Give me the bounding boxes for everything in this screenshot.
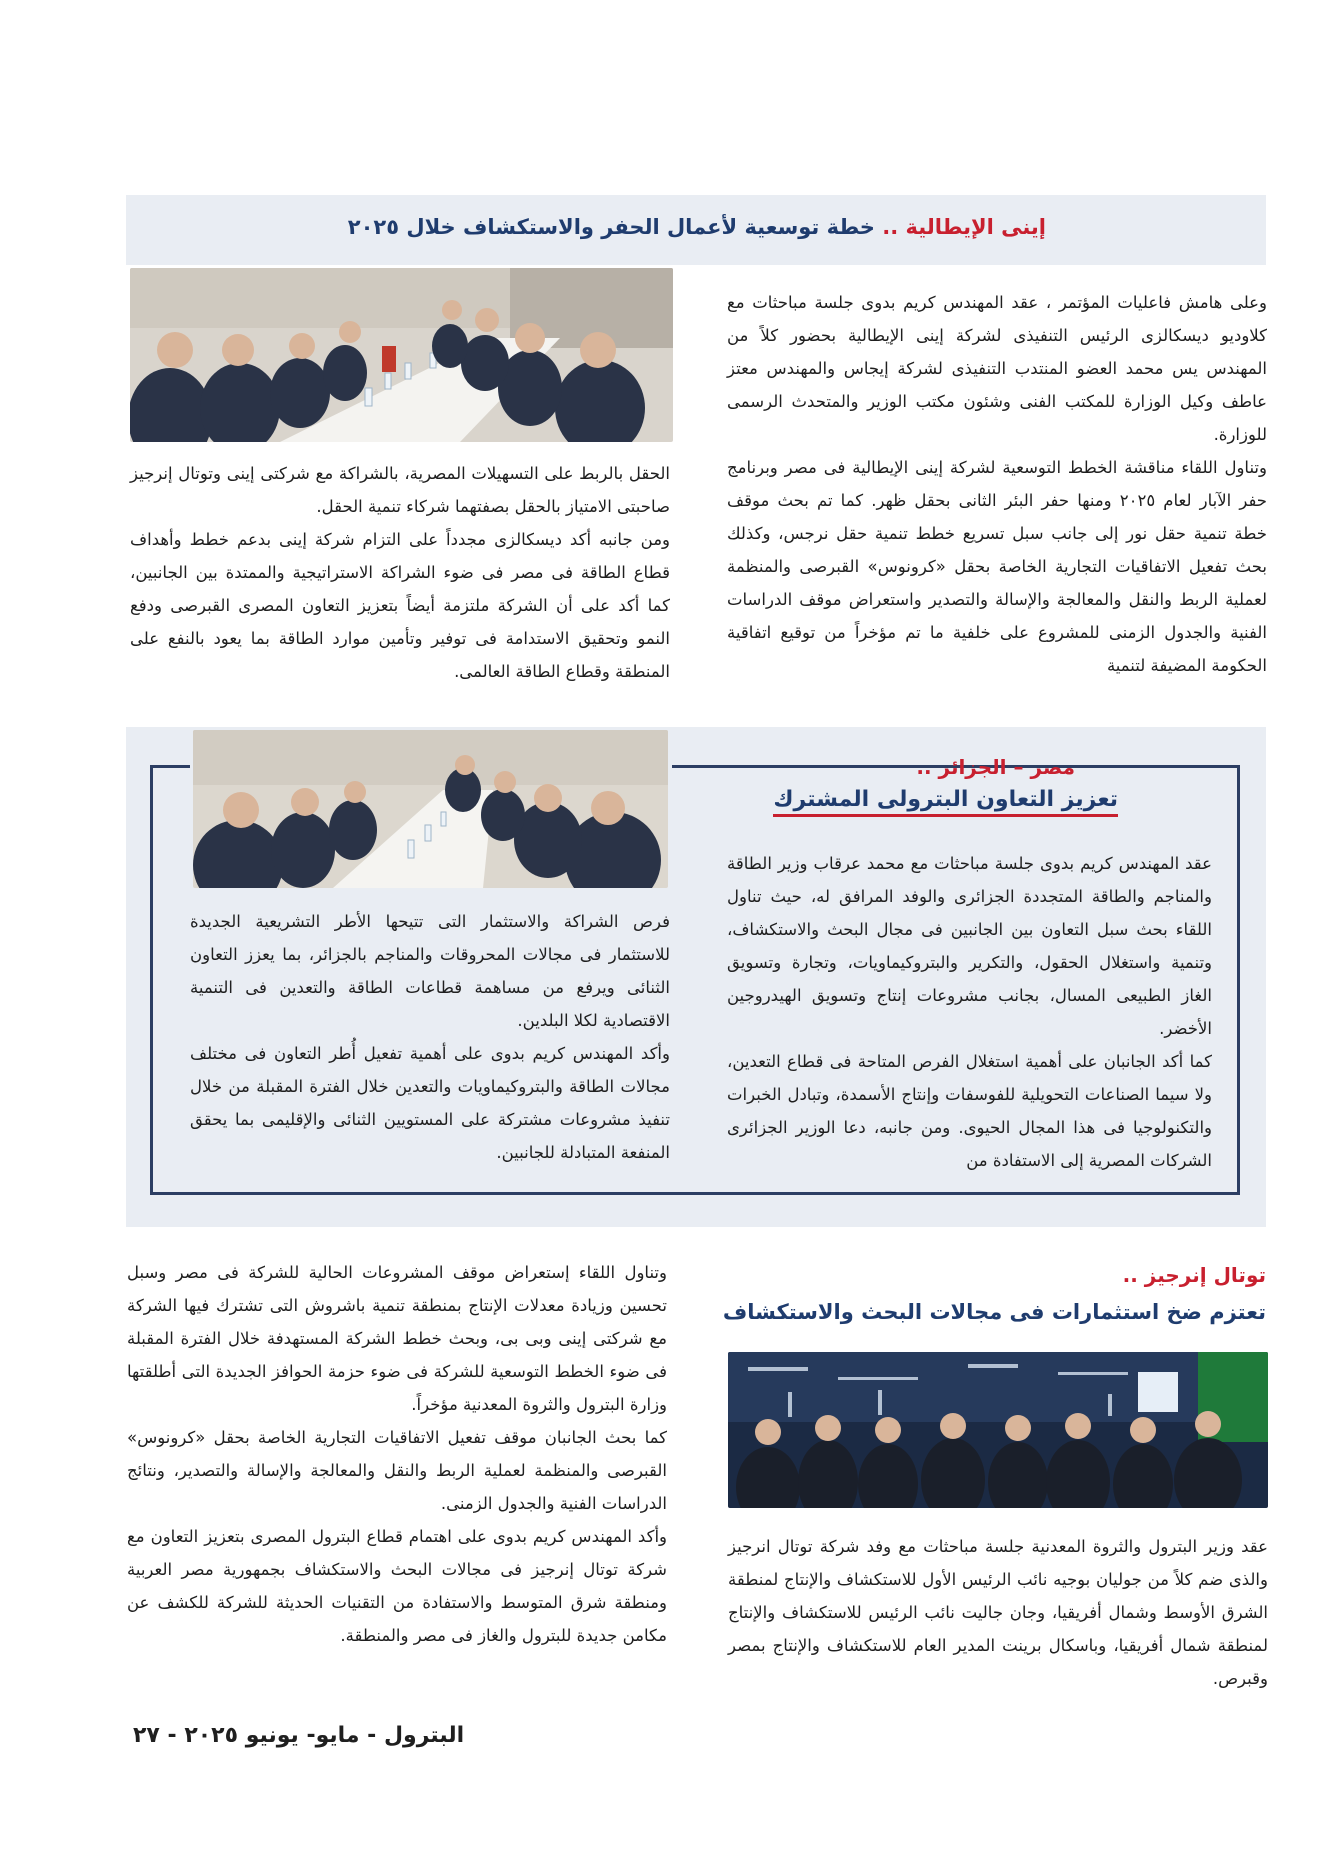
section3-column-left bbox=[127, 1256, 667, 1652]
section3-right-paragraph: عقد وزير البترول والثروة المعدنية جلسة مباحثات مع وفد شركة توتال انرجيز والذى ضم كلاً من جوليان بوجيه نائب الرئيس الأول للاستكشاف والإنتاج لمنطقة الشرق الأوسط وشمال أفريقيا، وجان جاليت نائب الرئيس للاستكشاف والإنتاج لمنطقة شمال أفريقيا، وباسكال برينت المدير العام للاستكشاف والإنتاج بمصر وقبرص. bbox=[728, 1537, 1268, 1688]
section3-column-right bbox=[728, 1530, 1268, 1695]
section1-right-paragraph: وعلى هامش فاعليات المؤتمر ، عقد المهندس كريم بدوى جلسة مباحثات مع كلاوديو ديسكالزى الرئيس التنفيذى لشركة إينى الإيطالية بحضور كلاً من المهندس يس محمد العضو المنتدب التنفيذى لشركة إيجاس والمهندس معتز عاطف وكيل الوزارة للمكتب الفنى وشئون مكتب الوزير والمتحدث الرسمى للوزارة. bbox=[727, 293, 1267, 444]
section1-left-paragraph: الحقل بالربط على التسهيلات المصرية، بالشراكة مع شركتى إينى وتوتال إنرجيز صاحبتى الامتياز بالحقل بصفتهما شركاء تنمية الحقل. bbox=[130, 464, 670, 516]
section2-column-right bbox=[727, 847, 1212, 1177]
section2-left-paragraph: وأكد المهندس كريم بدوى على أهمية تفعيل أُطر التعاون فى مختلف مجالات الطاقة والبتروكيماويات والتعدين خلال الفترة المقبلة من خلال تنفيذ مشروعات مشتركة على المستويين الثنائى والإقليمى بما يحقق المنفعة المتبادلة للجانبين. bbox=[190, 1044, 670, 1162]
section3-left-paragraph: وتناول اللقاء إستعراض موقف المشروعات الحالية للشركة فى مصر وسبل تحسين وزيادة معدلات الإنتاج بمنطقة تنمية باشروش التى تشترك فيها الشركة مع شركتى إينى وبى بى، وبحث خطط الشركة المستهدفة خلال الفترة المقبلة فى ضوء الخطط التوسعية للشركة فى ضوء حزمة الحوافز الجديدة التى أطلقتها وزارة البترول والثروة المعدنية مؤخراً. bbox=[127, 1263, 667, 1414]
section1-title-banner bbox=[126, 195, 1266, 265]
section1-left-paragraph: ومن جانبه أكد ديسكالزى مجدداً على التزام شركة إينى بدعم خطط وأهداف قطاع الطاقة فى مصر فى ضوء الشراكة الاستراتيجية والممتدة بين الجانبين، كما أكد على أن الشركة ملتزمة أيضاً بتعزيز التعاون المصرى القبرصى ودفع النمو وتحقيق الاستدامة فى توفير وتأمين موارد الطاقة بما يعود بالنفع على المنطقة وقطاع الطاقة العالمى. bbox=[130, 530, 670, 681]
page-footer: البترول - مايو- يونيو ٢٠٢٥ - ٢٧ bbox=[133, 1723, 465, 1748]
section2-right-paragraph: كما أكد الجانبان على أهمية استغلال الفرص المتاحة فى قطاع التعدين، ولا سيما الصناعات التحويلية للفوسفات وإنتاج الأسمدة، وتبادل الخبرات والتكنولوجيا فى هذا المجال الحيوى. ومن جانبه، دعا الوزير الجزائرى الشركات المصرية إلى الاستفادة من bbox=[727, 1052, 1212, 1170]
section3-left-paragraph: وأكد المهندس كريم بدوى على اهتمام قطاع البترول المصرى بتعزيز التعاون مع شركة توتال إنرجيز فى مجالات البحث والاستكشاف بجمهورية مصر العربية ومنطقة شرق المتوسط والاستفادة من التقنيات الحديثة للشركة للكشف عن مكامن جديدة للبترول والغاز فى مصر والمنطقة. bbox=[127, 1527, 667, 1645]
section1-title-blue: خطة توسعية لأعمال الحفر والاستكشاف خلال ٢٠٢٥ bbox=[347, 215, 883, 239]
totalenergies-group-photo bbox=[728, 1352, 1268, 1508]
section1-column-left bbox=[130, 457, 670, 688]
section1-right-paragraph: وتناول اللقاء مناقشة الخطط التوسعية لشركة إينى الإيطالية فى مصر وبرنامج حفر الآبار لعام ٢٠٢٥ ومنها حفر البئر الثانى بحقل ظهر. كما تم بحث موقف خطة تنمية حقل نور إلى جانب سبل تسريع خطط تنمية حقل نرجس، وكذلك بحث تفعيل الاتفاقيات التجارية الخاصة بحقل «كرونوس» القبرصى والمنظمة لعملية الربط والنقل والمعالجة والإسالة والتصدير واستعراض موقف الدراسات الفنية والجدول الزمنى للمشروع على خلفية ما تم مؤخراً من توقيع اتفاقية الحكومة المضيفة لتنمية bbox=[727, 458, 1267, 675]
section1-title-red: إينى الإيطالية .. bbox=[882, 215, 1046, 239]
section2-left-paragraph: فرص الشراكة والاستثمار التى تتيحها الأطر التشريعية الجديدة للاستثمار فى مجالات المحروقات والمناجم بالجزائر، بما يعزز التعاون الثنائى ويرفع من مساهمة قطاعات الطاقة والتعدين فى التنمية الاقتصادية لكلا البلدين. bbox=[190, 912, 670, 1030]
section2-kicker: مصر – الجزائر .. bbox=[916, 755, 1075, 779]
section1-title bbox=[348, 215, 1046, 239]
section2-title: تعزيز التعاون البترولى المشترك bbox=[773, 787, 1118, 817]
section2-right-paragraph: عقد المهندس كريم بدوى جلسة مباحثات مع محمد عرقاب وزير الطاقة والمناجم والطاقة المتجددة الجزائرى والوفد المرافق له، حيث تناول اللقاء بحث سبل التعاون بين الجانبين فى مجال البحث والاستكشاف، وتنمية واستغلال الحقول، والتكرير والبتروكيماويات، وتجارة وتسويق الغاز الطبيعى المسال، بجانب مشروعات إنتاج وتسويق الهيدروجين الأخضر. bbox=[727, 854, 1212, 1038]
section2-column-left bbox=[190, 905, 670, 1169]
eni-meeting-photo bbox=[130, 268, 673, 442]
section1-column-right bbox=[727, 286, 1267, 682]
section3-title: تعتزم ضخ استثمارات فى مجالات البحث والاستكشاف bbox=[722, 1300, 1266, 1324]
section3-left-paragraph: كما بحث الجانبان موقف تفعيل الاتفاقيات التجارية الخاصة بحقل «كرونوس» القبرصى والمنظمة لعملية الربط والنقل والمعالجة والإسالة والتصدير، ونتائج الدراسات الفنية والجدول الزمنى. bbox=[127, 1428, 667, 1513]
section3-kicker: توتال إنرجيز .. bbox=[1122, 1263, 1266, 1287]
section2-frame-top-left bbox=[150, 765, 190, 768]
algeria-meeting-photo bbox=[193, 730, 668, 888]
